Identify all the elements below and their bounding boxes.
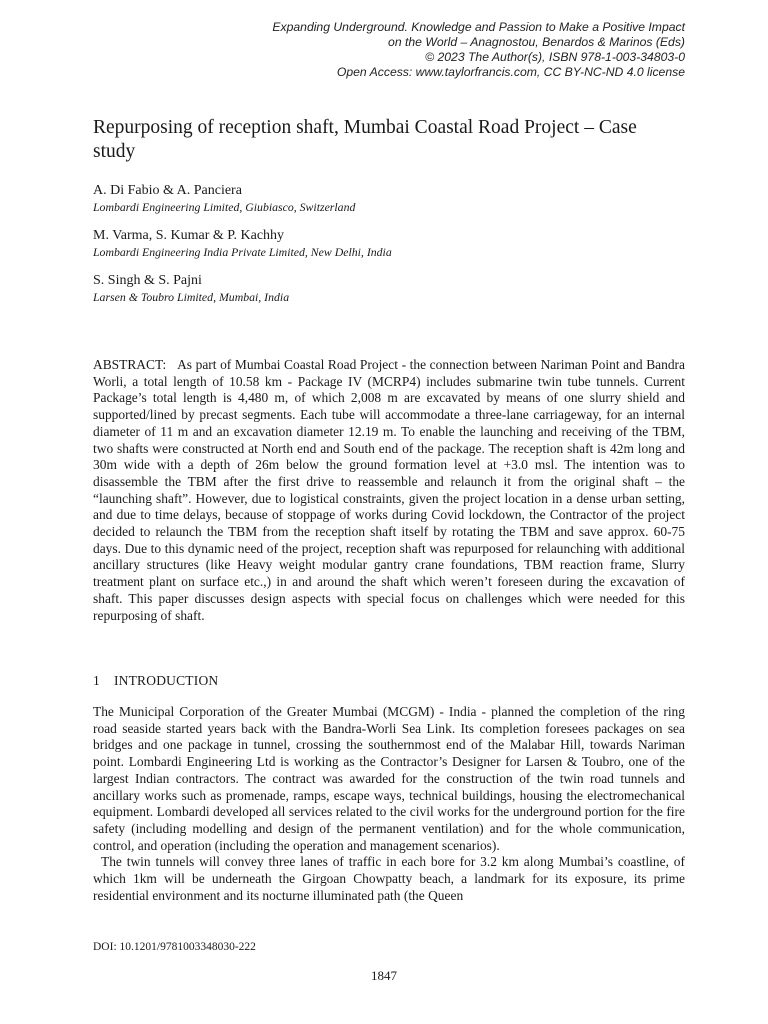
abstract-text: As part of Mumbai Coastal Road Project - the connection between Nariman Point and Bandra Worli, a total length of 10.58 km - Package IV (MCRP4) includes submarine twin tube tunnels. Current Package’s total length is 4,480 m, of which 2,008 m are excavated by means of one slurry shield and supported/lined by precast segments. Each tube will accommodate a three-lane carriageway, for an internal diameter of 11 m and an excavation diameter 12.19 m. To enable the launching and receiving of the TBM, two shafts were constructed at North end and South end of the package. The reception shaft is 42m long and 30m wide with a depth of 26m below the ground formation level at +3.0 msl. The intention was to disassemble the TBM after the first drive to reassemble and relaunch it from the original shaft – the “launching shaft”. However, due to logistical constraints, given the project location in a dense urban setting, and due to time delays, because of stoppage of works during Covid lockdown, the Contractor of the project decided to relaunch the TBM from the reception shaft itself by rotating the TBM and save approx. 60-75 days. Due to this dynamic need of the project, reception shaft was repurposed for relaunching with additional ancillary structures (like Heavy weight modular gantry crane foundations, TBM reaction frame, Slurry treatment plant on surface etc.,) in and around the shaft which weren’t foreseen during the excavation of shaft. This paper discusses design aspects with special focus on challenges which were needed for this repurposing of shaft.	[93, 357, 685, 623]
author-names: M. Varma, S. Kumar & P. Kachhy	[93, 228, 285, 243]
author-group	[93, 271, 683, 305]
doi: DOI: 10.1201/9781003348030-222	[93, 941, 256, 953]
section-title: INTRODUCTION	[113, 673, 219, 688]
header-line-4: Open Access: www.taylorfrancis.com, CC BY-NC-ND 4.0 license	[336, 65, 685, 79]
header-line-3: © 2023 The Author(s), ISBN 978-1-003-34803-0	[425, 50, 685, 64]
author-names: S. Singh & S. Pajni	[93, 273, 202, 288]
author-group	[93, 181, 683, 215]
author-group	[93, 226, 683, 260]
page-number: 1847	[371, 968, 397, 983]
paragraph: The twin tunnels will convey three lanes of traffic in each bore for 3.2 km along Mumbai’s coastline, of which 1km will be underneath the Girgoan Chowpatty beach, a landmark for its exposure, its prime residential environment and its nocturne illuminated path (the Queen	[93, 854, 685, 903]
section-heading	[93, 672, 232, 689]
introduction-body	[93, 704, 685, 904]
header-line-1: Expanding Underground. Knowledge and Passion to Make a Positive Impact	[272, 20, 685, 34]
abstract-label: ABSTRACT:	[93, 357, 167, 372]
section-number: 1	[93, 673, 100, 688]
author-affiliation: Lombardi Engineering Limited, Giubiasco, Switzerland	[93, 200, 356, 214]
author-names: A. Di Fabio & A. Panciera	[93, 183, 242, 198]
author-affiliation: Lombardi Engineering India Private Limited, New Delhi, India	[93, 245, 392, 259]
paragraph: The Municipal Corporation of the Greater Mumbai (MCGM) - India - planned the completion of the ring road seaside started years back with the Bandra-Worli Sea Link. Its completion foresees packages on sea bridges and one package in tunnel, crossing the southernmost end of the Malabar Hill, towards Nariman point. Lombardi Engineering Ltd is working as the Contractor’s Designer for Larsen & Toubro, one of the largest Indian contractors. The contract was awarded for the construction of the twin road tunnels and ancillary works such as promenade, ramps, escape ways, technical buildings, housing the electromechanical equipment. Lombardi developed all services related to the civil works for the underground portion for the fire safety (including modelling and design of the permanent ventilation) and for the whole communication, control, and operation (including the operation and management scenarios).	[93, 704, 685, 853]
author-list	[93, 181, 683, 316]
abstract	[93, 357, 685, 624]
book-header	[85, 20, 685, 80]
paper-title: Repurposing of reception shaft, Mumbai Coastal Road Project – Case study	[93, 117, 637, 162]
header-line-2: on the World – Anagnostou, Benardos & Marinos (Eds)	[388, 35, 685, 49]
author-affiliation: Larsen & Toubro Limited, Mumbai, India	[93, 290, 290, 304]
